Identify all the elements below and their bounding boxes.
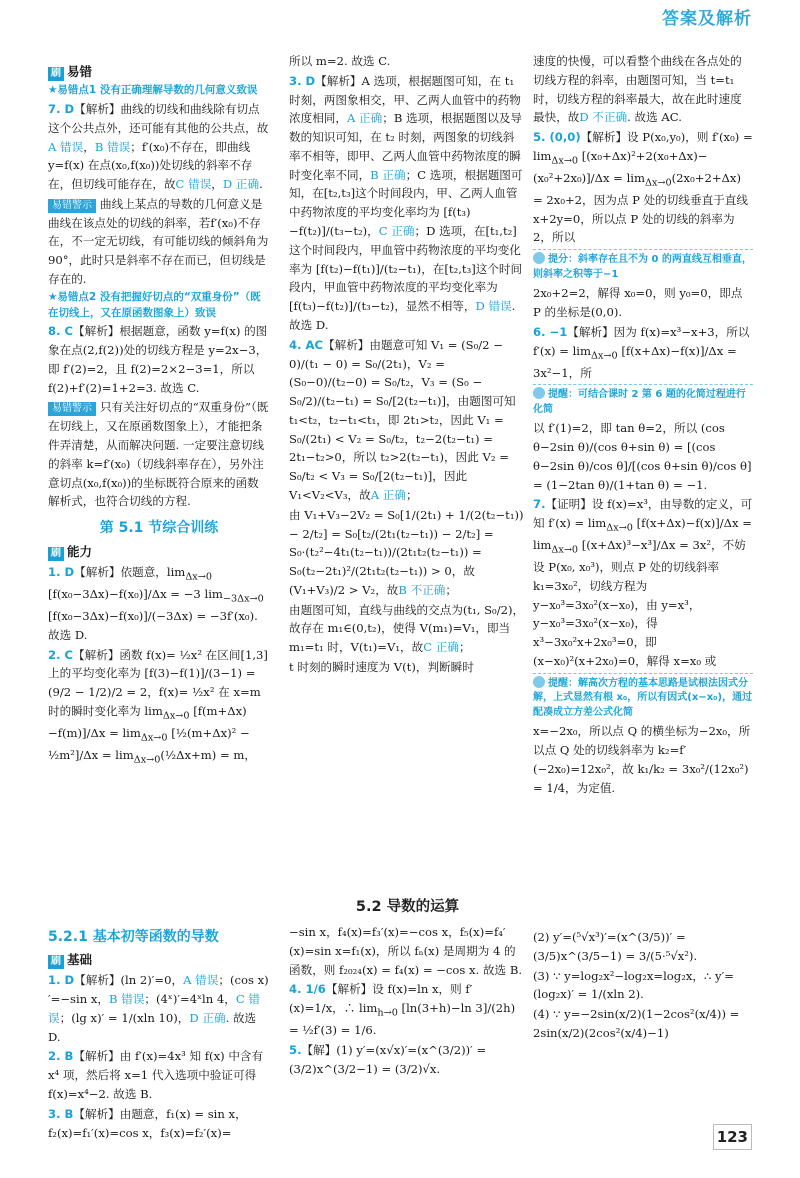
subsection-title: 5.2.1 基本初等函数的导数 <box>48 929 219 945</box>
inline-text: Δx→0 <box>591 349 618 361</box>
col1-paragraph-9: 1. D【解析】依题意，$\lim_{\Delta x\to 0} [f(x_0-3\Delta x)-f(x_0)]/\Delta x = -3$ $\lim_{-3\Delta x\to 0} [f(x_0-3\Delta x)-f(x_0)]/(-3\Delta x) = -3f'(x_0)$. 故选 D. <box>48 565 264 642</box>
bottom1-paragraph-2: 2. B【解析】由 f′(x)=4x³ 知 f(x) 中含有 x⁴ 项，然后将 x=1 代入选项中验证可得 f(x)=x⁴−2. 故选 B. <box>48 1049 264 1101</box>
col1-paragraph-5: 8. C【解析】根据题意，函数 y=f(x) 的图象在点(2,f(2))处的切线方程是 y=2x−3，即 f′(2)=2，且 f(2)=2×2−3=1，所以 f(2)+f′(2)=1+2=3. 故选 C. <box>48 324 268 395</box>
section-title: 5.2 导数的运算 <box>355 899 460 915</box>
inline-text: Δx→0 <box>140 732 168 744</box>
inline-text: Δx→0 <box>551 155 579 167</box>
col1-paragraph-6: 易错警示 只有关注好切点的“双重身份”（既在切线上，又在原函数图象上），才能把条件弄清楚，从而解决问题. 一定要注意切线的斜率 k=f′(x₀)（切线斜率存在），另外注意切点(x₀,f(x₀))的坐标既符合原来的函数解析式，也符合切线的方程. <box>48 400 269 509</box>
col3-paragraph-1: 5. (0,0)【解析】设 P(x₀,y₀)，则 $f'(x_0) = \lim_{\Delta x\to 0} [(x_0+\Delta x)^2+2(x_0+\Delta x)-(x_0^2+2x_0)]/\Delta x = \lim_{\Delta x\to 0}(2x_0+2+\Delta x) = 2x_0+2$，因为点 P 处的切线垂直于直线 x+2y=0，所以点 P 处的切线的斜率为 2，所以 <box>533 130 753 245</box>
bottom3-paragraph-1: (3) ∵ y=log₂x²−log₂x=log₂x，∴ y′=(log₂x)′ = 1/(xln 2). <box>533 968 734 1002</box>
inline-text: 1. D <box>48 973 75 988</box>
inline-text: 7. <box>533 497 546 512</box>
inline-text: 易错警示 <box>48 199 96 213</box>
inline-text: 刷 <box>48 955 64 969</box>
col3-paragraph-3: 2x₀+2=2，解得 x₀=0，则 y₀=0，即点 P 的坐标是(0,0). <box>533 286 743 319</box>
inline-text: 2. B <box>48 1049 74 1064</box>
inline-text: A 错误 <box>48 139 84 154</box>
inline-text: 刷 <box>48 67 64 81</box>
inline-text: 5. <box>289 1042 302 1057</box>
column-3 <box>533 52 753 798</box>
inline-text: A 正确 <box>346 111 383 126</box>
col2-paragraph-0: 所以 m=2. 故选 C. <box>289 54 391 68</box>
hint-bulb-icon <box>533 676 545 688</box>
bottom-column-2 <box>289 923 525 1079</box>
col3-paragraph-2: 提分：斜率存在且不为 0 的两直线互相垂直，则斜率之积等于−1 <box>533 249 753 282</box>
col1-paragraph-3: 易错警示 曲线上某点的导数的几何意义是曲线在该点处的切线的斜率，若f′(x₀)不存在，不一定无切线，有可能切线的倾斜角为90°，此时只是斜率不存在而已，但切线是存在的. <box>48 196 269 287</box>
inline-text: D 正确 <box>222 177 260 192</box>
inline-text: B 错误 <box>94 139 131 154</box>
col3-paragraph-9: x=−2x₀，所以点 Q 的横坐标为−2x₀，所以点 Q 处的切线斜率为 k₂=f′(−2x₀)=12x₀²，故 k₁/k₂ = 3x₀²/(12x₀²) = 1/4，为定值. <box>533 724 751 795</box>
col3-paragraph-6: 以 f′(1)=2，即 tan θ=2，所以 (cos θ−2sin θ)/(cos θ+sin θ) = [(cos θ−2sin θ)/cos θ]/[(cos θ+sin θ)/cos θ] = (1−2tan θ)/(1+tan θ) = −1. <box>533 421 752 492</box>
bottom1-paragraph-0: 刷 基础 <box>48 950 270 970</box>
bottom1-paragraph-1: 1. D【解析】(ln 2)′=0，A 错误；(cos x)′=−sin x，B 错误；(4ˣ)′=4ˣln 4，C 错误；(lg x)′ = 1/(xln 10)，D 正确. 故选 D. <box>48 973 269 1044</box>
inline-text: D 正确 <box>189 1010 226 1025</box>
inline-text: h→0 <box>377 1007 398 1019</box>
inline-text: 5. (0,0) <box>533 130 581 145</box>
inline-text: 2. C <box>48 647 74 662</box>
inline-text: Δx→0 <box>645 177 672 189</box>
hint-bulb-icon <box>533 252 545 264</box>
inline-text: Δx→0 <box>185 571 212 583</box>
hint-bulb-icon <box>533 387 545 399</box>
col2-paragraph-5: t 时刻的瞬时速度为 V(t)，判断瞬时 <box>289 660 474 674</box>
col3-paragraph-4: 6. −1【解析】因为 f(x)=x³−x+3，所以 $f'(x) = \lim_{\Delta x\to 0} [f(x+\Delta x)-f(x)]/\Delta x = 3x^2-1$，所 <box>533 324 750 380</box>
col1-paragraph-0: 刷 易错 <box>48 62 270 82</box>
col2-paragraph-2: 4. AC【解析】由题意可知 V₁ = (S₀/2 − 0)/(t₁ − 0) = S₀/(2t₁)，V₂ = (S₀−0)/(t₂−0) = S₀/t₂，V₃ = (S₀ − S₀/2)/(t₂−t₁) = S₀/[2(t₂−t₁)]，由题图可知 t₁<t₂，t₂−t₁<t₁，即 2t₁>t₂，因此 V₁ = S₀/(2t₁) < V₂ = S₀/t₂，t₂−2(t₂−t₁) = 2t₁−t₂>0，所以 t₂>2(t₂−t₁)，因此 V₂ = S₀/t₂ < V₃ = S₀/[2(t₂−t₁)]，因此 V₁<V₂<V₃，故A 正确； <box>289 337 516 502</box>
col2-paragraph-3: 由 V₁+V₃−2V₂ = S₀[1/(2t₁) + 1/(2(t₂−t₁)) − 2/t₂] = S₀[t₂/(2t₁(t₂−t₁)) − 2/t₂] = S₀·(t₂²−4t₁(t₂−t₁))/(2t₁t₂(t₂−t₁)) = S₀(t₂−2t₁)²/(2t₁t₂(t₂−t₁)) > 0，故 (V₁+V₃)/2 > V₂，故B 不正确； <box>289 507 524 597</box>
inline-text: 1. D <box>48 565 75 580</box>
inline-text: C 错误 <box>48 992 260 1025</box>
inline-text: Δx→0 <box>162 710 190 722</box>
col3-paragraph-0: 速度的快慢，可以看整个曲线在各点处的切线方程的斜率，由题图可知，当 t=t₁ 时，切线方程的斜率最大，故在此时速度最快，故D 不正确. 故选 AC. <box>533 54 742 125</box>
inline-text: Δx→0 <box>606 522 633 534</box>
inline-text: A 正确 <box>370 487 406 502</box>
col3-paragraph-5: 提醒：可结合课时 2 第 6 题的化简过程进行化简 <box>533 384 753 417</box>
inline-text: B 不正确 <box>398 582 446 597</box>
col2-paragraph-4: 由题图可知，直线与曲线的交点为(t₁, S₀/2)，故存在 m₁∈(0,t₂)，使得 V(m₁)=V₁，即当 m₁=t₁ 时，V(t₁)=V₁，故C 正确； <box>289 602 525 655</box>
page-number: 123 <box>713 1124 752 1150</box>
inline-text: Δx→0 <box>551 544 579 556</box>
inline-text: B 错误 <box>109 992 145 1007</box>
bottom2-paragraph-2: 5.【解】(1) y′=(x√x)′=(x^(3/2))′ = (3/2)x^(3/2−1) = (3/2)√x. <box>289 1042 487 1076</box>
inline-text: 7. D <box>48 102 75 116</box>
bottom2-paragraph-0: −sin x，f₄(x)=f₃′(x)=−cos x，f₅(x)=f₄′(x)=sin x=f₁(x)，所以 fₙ(x) 是周期为 4 的函数，则 f₂₀₂₄(x) = f₄(x) = −cos x. 故选 B. <box>289 925 523 977</box>
bottom-column-1 <box>48 950 270 1143</box>
inline-text: 6. −1 <box>533 324 568 339</box>
inline-text: D 错误 <box>475 299 512 314</box>
header-title: 答案及解析 <box>662 9 752 29</box>
col1-paragraph-2: 7. D【解析】曲线的切线和曲线除有切点这个公共点外，还可能有其他的公共点，故A 错误，B 错误；f′(x₀)不存在，即曲线 y=f(x) 在点(x₀,f(x₀))处切线的斜率不存在，但切线可能存在，故C 错误，D 正确. <box>48 102 269 192</box>
inline-text: 4. AC <box>289 337 323 352</box>
inline-text: C 正确 <box>378 224 415 239</box>
bottom3-paragraph-2: (4) ∵ y=−2sin(x/2)(1−2cos²(x/4)) = 2sin(x/2)(2cos²(x/4)−1) <box>533 1007 740 1040</box>
inline-text: −3Δx→0 <box>222 593 264 605</box>
inline-text: 8. C <box>48 324 74 339</box>
inline-text: 刷 <box>48 547 64 561</box>
inline-text: C 错误 <box>175 177 212 192</box>
inline-text: 易错警示 <box>48 402 96 416</box>
bottom2-paragraph-1: 4. 1/6【解析】设 f(x)=ln x，则 f′(x)=1/x，∴ $\lim_{h\to 0} [\ln(3+h)-\ln$ 3]/(2h) = ½f′(3) = 1/6. <box>289 982 516 1038</box>
inline-text: 4. 1/6 <box>289 982 326 997</box>
inline-text: D 不正确 <box>579 110 628 125</box>
inline-text: 3. D <box>289 73 316 88</box>
inline-text: 3. B <box>48 1106 74 1121</box>
column-1 <box>48 62 270 769</box>
bottom3-paragraph-0: (2) y′=(⁵√x³)′=(x^(3/5))′ = (3/5)x^(3/5−1) = 3/(5·⁵√x²). <box>533 930 698 963</box>
col1-paragraph-1: ★易错点1 没有正确理解导数的几何意义致误 <box>48 84 258 97</box>
col1-paragraph-10: 2. C【解析】函数 f(x)= ½x² 在区间[1,3]上的平均变化率为 [f(3)−f(1)]/(3−1) = (9/2 − 1/2)/2 = 2，f(x)= ½x² 在 x=m 时的瞬时变化率为 $\lim_{\Delta x\to 0} [f(m+\Delta x)-f(m)]/\Delta x = \lim_{\Delta x\to 0}$ [½(m+Δx)² − ½m²]/Δx = $\lim_{\Delta x\to 0}(\frac{1}{2}\Delta x+m) = m$， <box>48 647 268 766</box>
col3-paragraph-7: 7.【证明】设 f(x)=x³，由导数的定义，可知 $f'(x) = \lim_{\Delta x\to 0} [f(x+\Delta x)-f(x)]/\Delta x = \lim_{\Delta x\to 0} [(x+\Delta x)^3-x^3]/\Delta x = 3x^2$，不妨设 P(x₀, x₀³)，则点 P 处的切线斜率 k₁=3x₀²，切线方程为 y−x₀³=3x₀²(x−x₀)，由 y=x³，y−x₀³=3x₀²(x−x₀)，得 x³−3x₀²x+2x₀³=0，即(x−x₀)²(x+2x₀)=0，解得 x=x₀ 或 <box>533 497 753 669</box>
inline-text: B 正确 <box>370 167 406 182</box>
bottom1-paragraph-3: 3. B【解析】由题意，f₁(x) = sin x，f₂(x)=f₁′(x)=cos x，f₃(x)=f₂′(x)= <box>48 1106 247 1140</box>
column-2 <box>289 52 525 678</box>
col1-paragraph-8: 刷 能力 <box>48 542 270 562</box>
bottom-column-3 <box>533 928 753 1044</box>
inline-text: Δx→0 <box>133 754 161 766</box>
col2-paragraph-1: 3. D【解析】A 选项，根据题图可知，在 t₁ 时刻，两图象相交，甲、乙两人血管中的药物浓度相同，A 正确；B 选项，根据题图以及导数的知识可知，在 t₂ 时刻，两图象的切线斜率不相等，即甲、乙两人血管中药物浓度的瞬时变化率不同，B 正确；C 选项，根据题图可知，在[t₂,t₃]这个时间段内，甲、乙两人血管中药物浓度的平均变化率均为 [f(t₃)−f(t₂)]/(t₃−t₂)，C 正确；D 选项，在[t₁,t₂]这个时间段内，甲血管中药物浓度的平均变化率为 [f(t₂)−f(t₁)]/(t₂−t₁)，在[t₂,t₃]这个时间段内，甲血管中药物浓度的平均变化率为 [f(t₃)−f(t₂)]/(t₃−t₂)，显然不相等，D 错误. 故选 D. <box>289 73 523 332</box>
inline-text: C 正确 <box>423 640 459 655</box>
col1-paragraph-4: ★易错点2 没有把握好切点的“双重身份”（既在切线上，又在原函数图象上）致误 <box>48 290 261 319</box>
inline-text: A 错误 <box>183 973 219 988</box>
col1-paragraph-7: 第 5.1 节综合训练 <box>99 520 219 537</box>
col3-paragraph-8: 提醒：解高次方程的基本思路是试根法因式分解，上式显然有根 x₀，所以有因式(x−x₀)，通过配凑成立方差公式化简 <box>533 673 753 721</box>
